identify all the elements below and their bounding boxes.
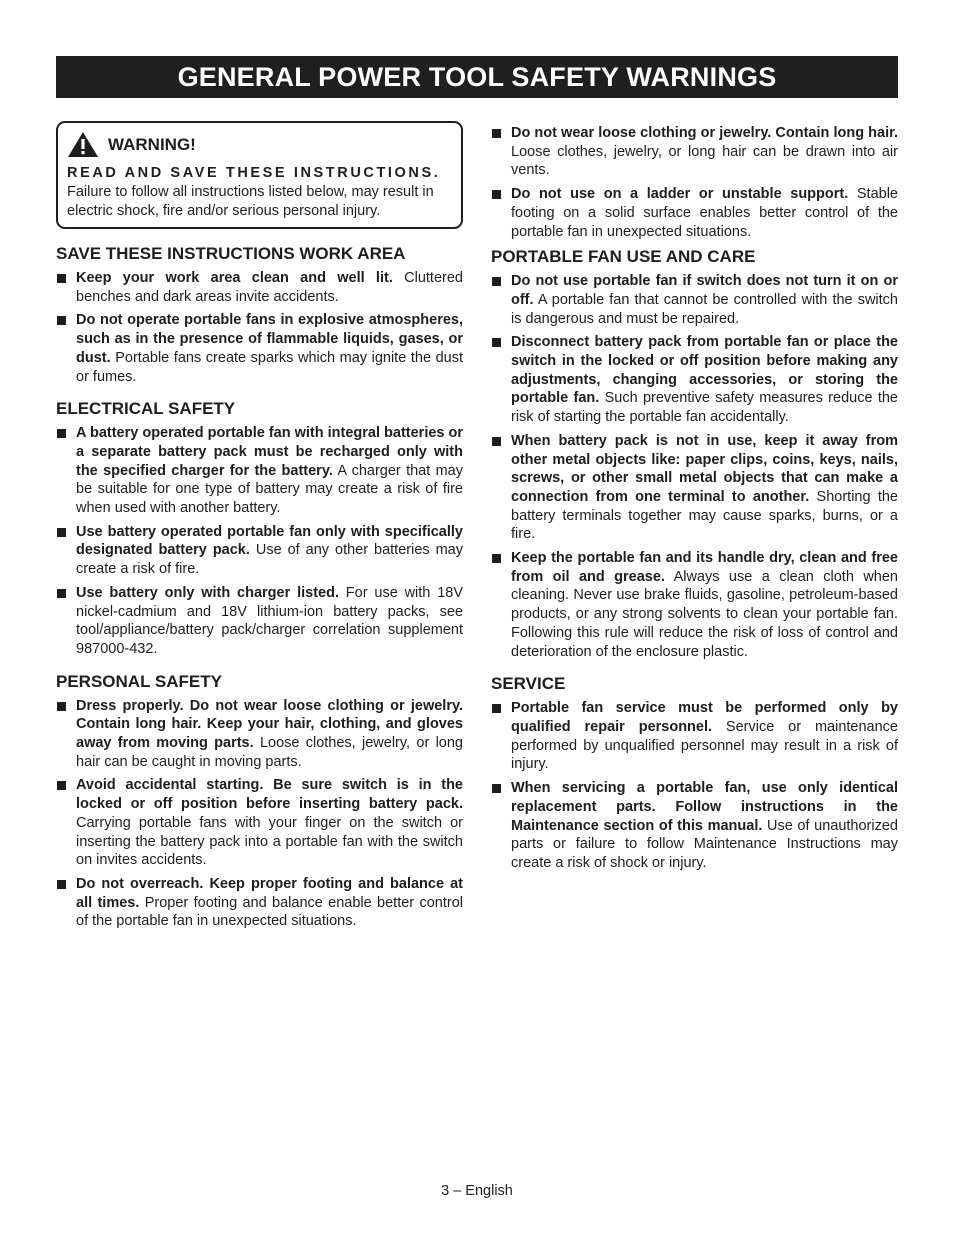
square-bullet-icon	[492, 784, 501, 793]
item-bold-text: Keep the portable fan and its handle dry, clean and free from oil and grease.	[511, 550, 898, 585]
item-bold-text: Keep your work area clean and well lit.	[76, 270, 393, 286]
square-bullet-icon	[492, 704, 501, 713]
list-item	[56, 311, 463, 386]
list-item	[491, 779, 898, 873]
item-bold-text: When battery pack is not in use, keep it away from other metal objects like: paper clips, coins, keys, nails, screws, or other small metal objects that can make a connection from one terminal to another.	[511, 432, 898, 505]
right-intro-list	[491, 124, 898, 241]
list-item	[56, 523, 463, 579]
list-item	[491, 185, 898, 241]
item-bold-text: Disconnect battery pack from portable fan or place the switch in the locked or off position before making any adjustments, changing accessories, or storing the portable fan.	[511, 334, 898, 407]
section	[56, 671, 463, 931]
list-item	[491, 549, 898, 661]
item-text: A charger that may be suitable for one type of battery may create a risk of fire when used with another battery.	[76, 462, 463, 517]
warning-header	[67, 131, 452, 158]
item-bold-text: When servicing a portable fan, use only identical replacement parts. Follow instructions in the Maintenance section of this manual.	[511, 780, 898, 834]
item-text: Carrying portable fans with your finger on the switch or inserting the battery pack into a portable fan with the switch on invites accidents.	[76, 814, 463, 869]
item-text: Portable fans create sparks which may ignite the dust or fumes.	[76, 349, 463, 385]
list-item	[56, 424, 463, 518]
item-text: Stable footing on a solid surface enables better control of the portable fan in unexpected situations.	[511, 186, 898, 240]
item-text: Use of any other batteries may create a risk of fire.	[76, 542, 463, 578]
warning-triangle-icon	[67, 131, 99, 158]
item-bold-text: Dress properly. Do not wear loose clothing or jewelry. Contain long hair. Keep your hair, clothing, and gloves away from moving parts.	[76, 697, 463, 752]
section-list	[56, 269, 463, 386]
warning-box	[56, 121, 463, 229]
list-item	[56, 875, 463, 931]
list-item	[56, 269, 463, 306]
warning-read-instructions: READ AND SAVE THESE INSTRUCTIONS.	[67, 165, 441, 181]
section-heading: SERVICE	[491, 674, 566, 694]
item-bold-text: Do not use on a ladder or unstable support.	[511, 186, 849, 203]
item-bold-text: Use battery operated portable fan only with specifically designated battery pack.	[76, 523, 463, 559]
item-text: Shorting the battery terminals together may cause sparks, burns, or a fire.	[511, 488, 898, 543]
section-list	[491, 272, 898, 661]
item-text: Always use a clean cloth when cleaning. Never use brake fluids, gasoline, petroleum-based products, or any strong solvents to clean your portable fan. Following this rule will reduce the risk of loss of control and deterioration of the enclosure plastic.	[511, 568, 898, 660]
left-column	[56, 121, 463, 943]
warning-text: Failure to follow all instructions listed below, may result in electric shock, fire and/or serious personal injury.	[67, 184, 434, 219]
right-sections	[491, 246, 898, 872]
item-bold-text: Avoid accidental starting. Be sure switch is in the locked or off position before inserting battery pack.	[76, 777, 463, 813]
item-text: Use of unauthorized parts or failure to follow Maintenance Instructions may create a risk of shock or injury.	[511, 817, 898, 871]
item-bold-text: Use battery only with charger listed.	[76, 584, 339, 601]
square-bullet-icon	[57, 528, 66, 537]
section	[491, 246, 898, 661]
section-list	[56, 424, 463, 658]
square-bullet-icon	[57, 274, 66, 283]
square-bullet-icon	[57, 316, 66, 325]
item-text: Proper footing and balance enable better control of the portable fan in unexpected situations.	[76, 894, 464, 930]
item-bold-text: Do not overreach. Keep proper footing and balance at all times.	[76, 875, 463, 911]
list-item	[56, 776, 463, 870]
section-heading: SAVE THESE INSTRUCTIONS WORK AREA	[56, 244, 406, 263]
item-text: Loose clothes, jewelry, or long hair can be drawn into air vents.	[511, 143, 898, 179]
list-item	[491, 333, 898, 427]
square-bullet-icon	[492, 338, 501, 347]
square-bullet-icon	[57, 781, 66, 790]
item-bold-text: Do not operate portable fans in explosive atmospheres, such as in the presence of flammable liquids, gases, or dust.	[76, 312, 463, 366]
item-bold-text: Do not use portable fan if switch does not turn it on or off.	[511, 273, 898, 308]
square-bullet-icon	[57, 429, 66, 438]
square-bullet-icon	[492, 277, 501, 286]
item-text: For use with 18V nickel-cadmium and 18V lithium-ion battery packs, see tool/appliance/battery pack/charger correlation supplement 987000-432.	[76, 584, 463, 657]
list-item	[56, 697, 463, 772]
item-text: Service or maintenance performed by unqualified personnel may result in a risk of injury.	[511, 718, 898, 773]
section-heading: PORTABLE FAN USE AND CARE	[491, 247, 756, 267]
right-column	[491, 124, 898, 885]
item-bold-text: Portable fan service must be performed only by qualified repair personnel.	[511, 700, 898, 735]
item-text: A portable fan that cannot be controlled with the switch is dangerous and must be repaired.	[511, 291, 898, 327]
square-bullet-icon	[57, 589, 66, 598]
square-bullet-icon	[492, 190, 501, 199]
item-text: Such preventive safety measures reduce the risk of starting the portable fan accidentally.	[511, 390, 898, 426]
item-bold-text: A battery operated portable fan with integral batteries or a separate battery pack must be recharged only with the specified charger for the battery.	[76, 425, 464, 479]
list-item	[491, 432, 898, 544]
item-text: Cluttered benches and dark areas invite accidents.	[76, 270, 463, 305]
section-heading: PERSONAL SAFETY	[56, 671, 222, 691]
list-item	[491, 272, 898, 328]
square-bullet-icon	[492, 554, 501, 563]
square-bullet-icon	[57, 702, 66, 711]
section	[56, 243, 463, 386]
square-bullet-icon	[492, 129, 501, 138]
list-item	[56, 584, 463, 659]
page-title: GENERAL POWER TOOL SAFETY WARNINGS	[56, 56, 898, 98]
section-list	[56, 697, 463, 931]
list-item	[491, 699, 898, 774]
list-item	[491, 124, 898, 180]
left-sections	[56, 243, 463, 931]
section-heading: ELECTRICAL SAFETY	[56, 399, 236, 419]
warning-label: WARNING!	[108, 134, 196, 154]
item-text: Loose clothes, jewelry, or long hair can be caught in moving parts.	[76, 735, 463, 770]
section	[491, 673, 898, 872]
item-bold-text: Do not wear loose clothing or jewelry. Contain long hair.	[511, 125, 898, 141]
page-footer: 3 – English	[441, 1183, 513, 1199]
square-bullet-icon	[57, 880, 66, 889]
section	[56, 398, 463, 658]
section-list	[491, 699, 898, 872]
square-bullet-icon	[492, 437, 501, 446]
